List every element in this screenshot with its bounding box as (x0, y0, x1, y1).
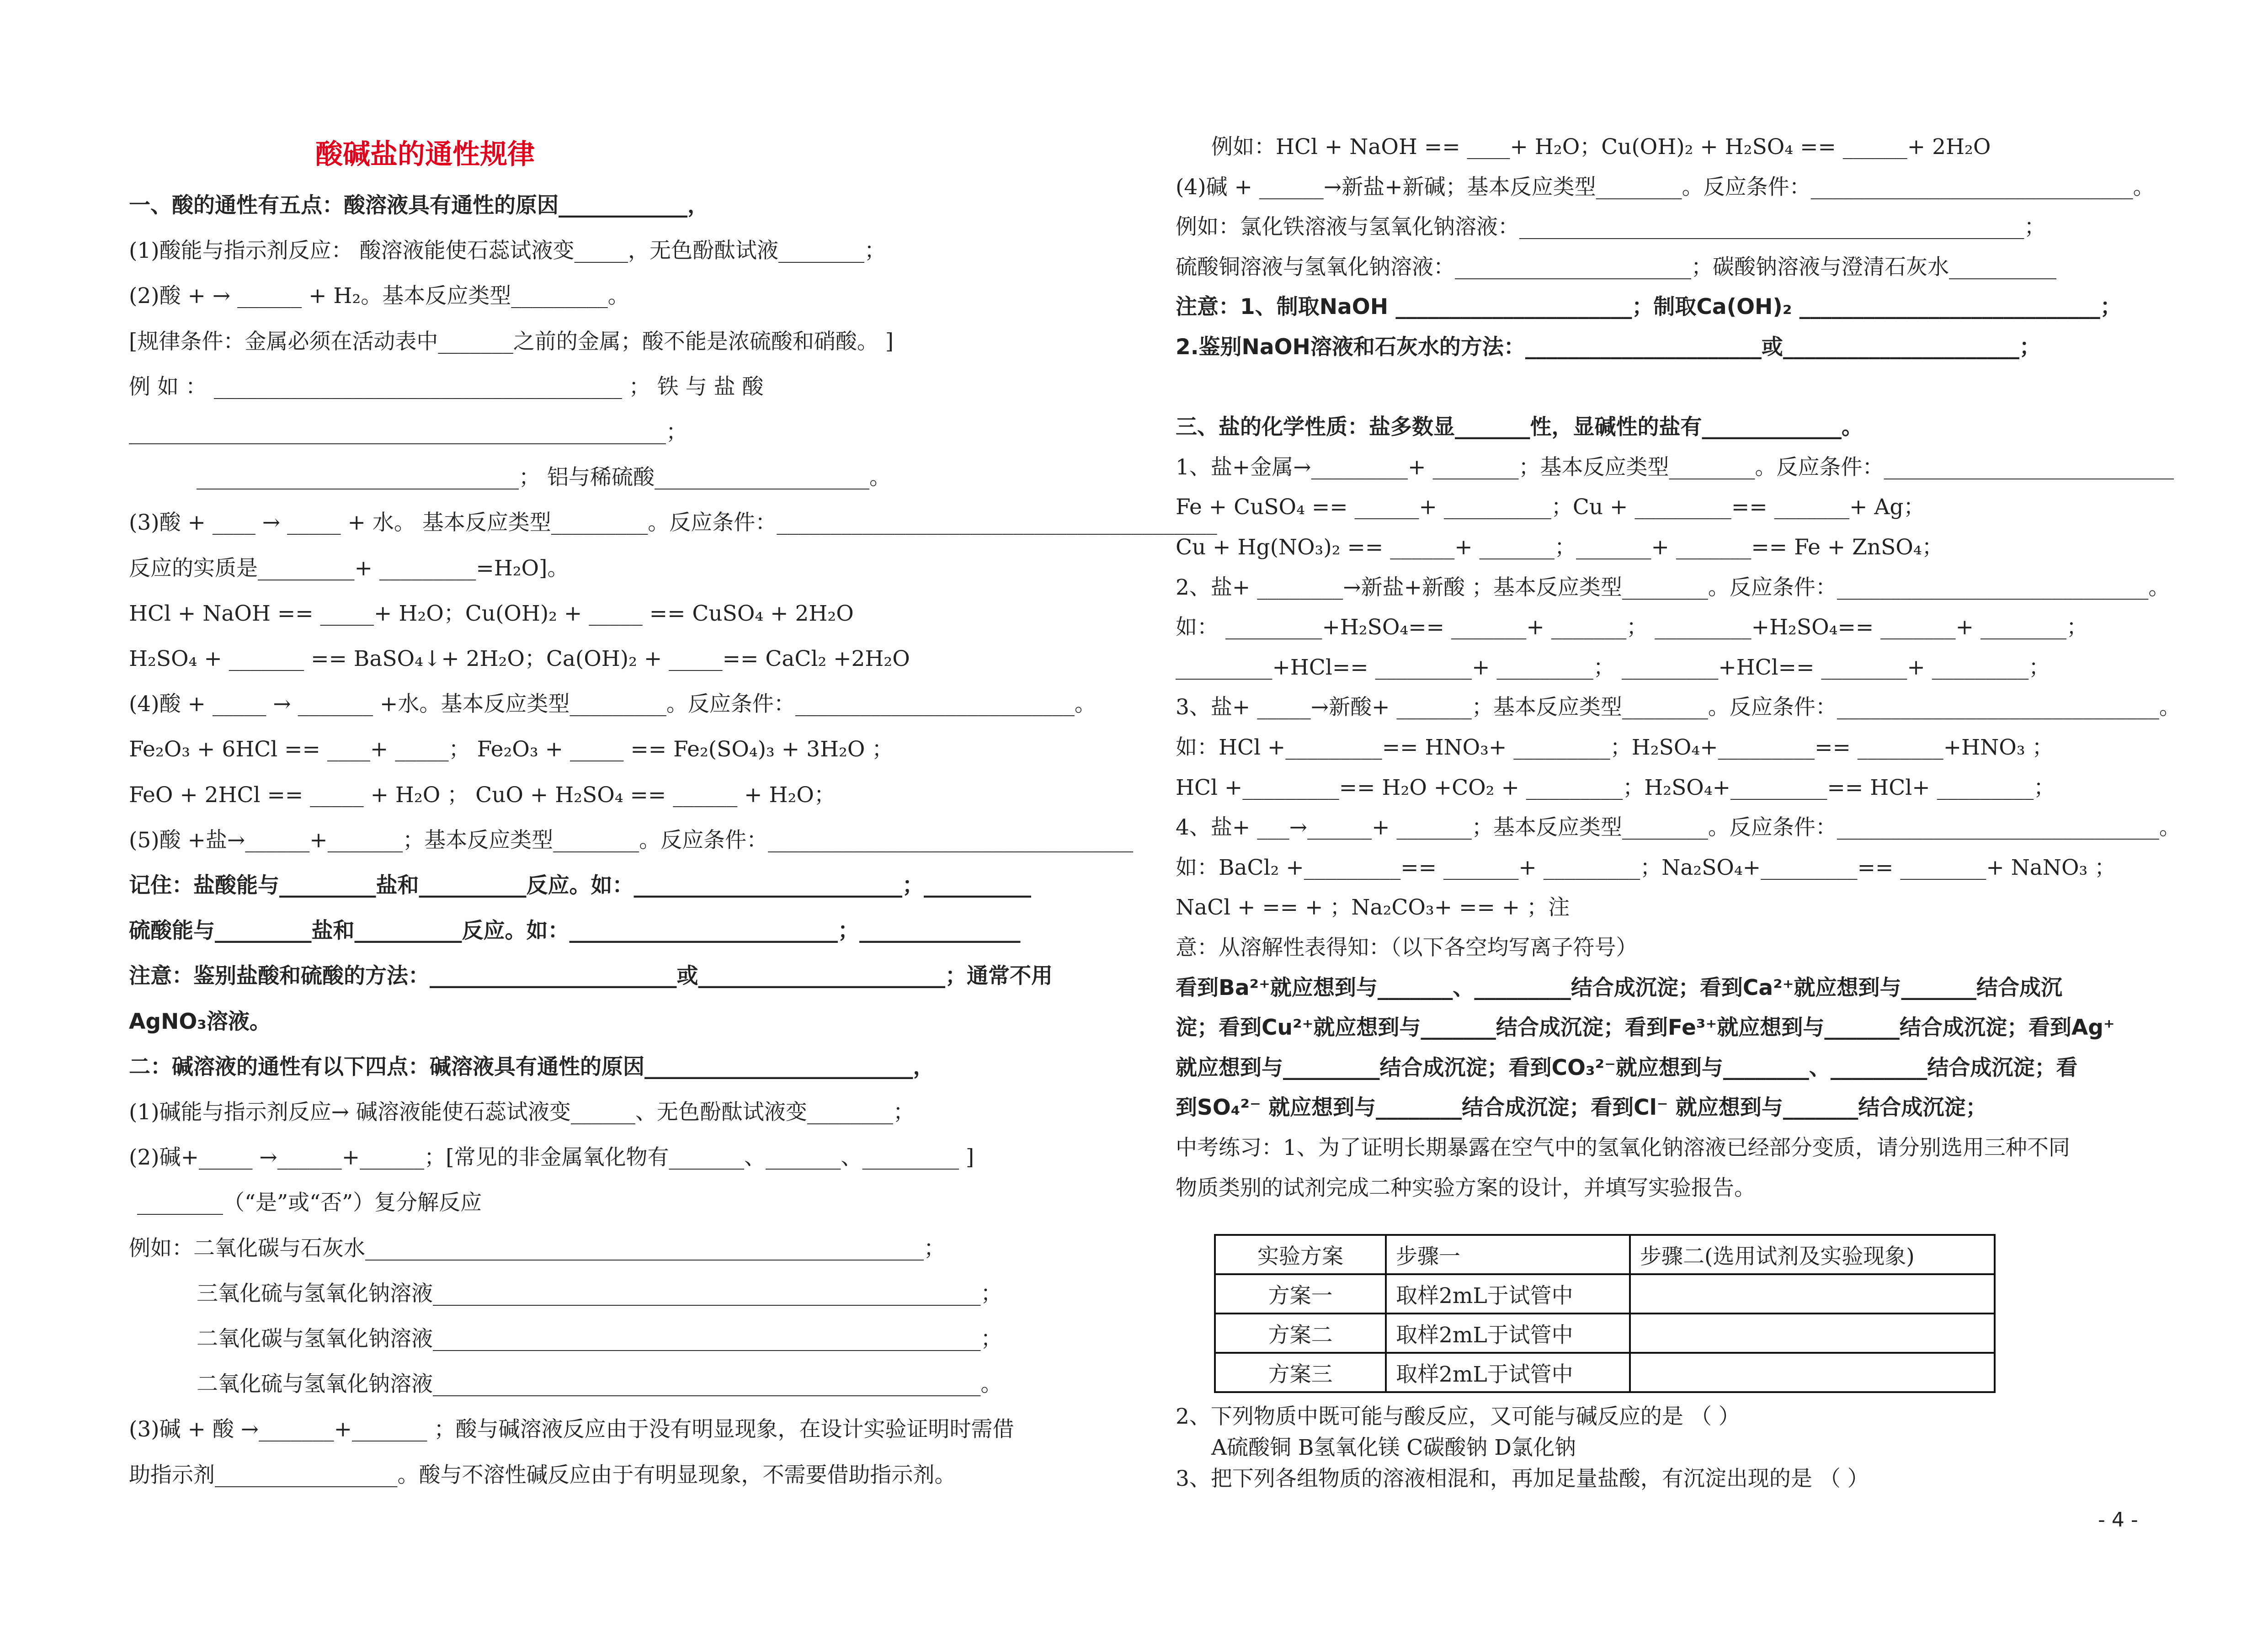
text-line: 看到Ba²⁺就应想到与_______、_________结合成沉淀；看到Ca²⁺就应想到与_______结合成沉 (1176, 975, 2063, 1000)
text-line: 硫酸能与_________盐和__________反应。如：_________________________；_______________ (129, 918, 1021, 944)
text-line: 到SO₄²⁻ 就应想到与________结合成沉淀；看到Cl⁻ 就应想到与_______结合成沉淀； (1176, 1095, 1987, 1121)
table-cell: 取样2mL于试管中 (1386, 1274, 1630, 1314)
page-number: - 4 - (2098, 1508, 2138, 1532)
text-line: 2、盐+ ________→新盐+新酸 ；基本反应类型________。反应条件：_____________________________。 (1176, 574, 2170, 600)
page-title: 酸碱盐的通性规律 (315, 138, 535, 170)
table-cell: 取样2mL于试管中 (1386, 1314, 1630, 1353)
table-cell (1630, 1353, 1995, 1392)
text-line: HCl +_________== H₂O +CO₂ + _________；H₂SO₄+_________== HCl+ _________； (1176, 775, 2055, 800)
text-line: Cu + Hg(NO₃)₂ == ______+ _______；_______+ _______== Fe + ZnSO₄； (1176, 535, 1943, 560)
text-line: (5)酸 +盐→______+_______；基本反应类型________。反应条件：__________________________________ (129, 827, 1134, 853)
text-line: 二：碱溶液的通性有以下四点：碱溶液具有通性的原因_________________________， (129, 1054, 935, 1080)
text-line: 反应的实质是_________+ _________=H₂O]。 (129, 555, 569, 581)
text-line: 中考练习：1、为了证明长期暴露在空气中的氢氧化钠溶液已经部分变质，请分别选用三种不同 (1176, 1135, 2070, 1160)
text-line: 硫酸铜溶液与氢氧化钠溶液：______________________；碳酸钠溶液与澄清石灰水__________ (1176, 254, 2056, 280)
text-line: 3、盐+ _____→新酸+ _______；基本反应类型________。反应条件：______________________________。 (1176, 695, 2181, 720)
text-line: (2)酸 + → ______ + H₂。基本反应类型_________。 (129, 283, 629, 309)
text-line: 例 如 ： ______________________________________ ； 铁 与 盐 酸 (129, 374, 764, 399)
text-line: 2、下列物质中既可能与酸反应，又可能与碱反应的是 （ ） (1176, 1404, 1740, 1429)
text-line: (3)碱 + 酸 →_______+_______ ；酸与碱溶液反应由于没有明显现象，在设计实验证明时需借 (129, 1417, 1014, 1442)
text-line: ______________________________； 铝与稀硫酸____________________。 (197, 465, 891, 490)
text-line: (4)酸 + _____ → _______ +水。基本反应类型_________。反应条件：__________________________。 (129, 691, 1096, 717)
table-header-cell: 步骤二(选用试剂及实验现象) (1630, 1235, 1995, 1274)
text-line: AgNO₃溶液。 (129, 1009, 271, 1034)
table-row (1215, 1314, 1995, 1353)
text-line: [规律条件：金属必须在活动表中_______之前的金属；酸不能是浓硫酸和硝酸。 ] (129, 329, 894, 354)
experiment-table (1214, 1234, 1996, 1393)
table-header-cell: 步骤一 (1386, 1235, 1630, 1274)
table-cell: 方案三 (1215, 1353, 1386, 1392)
text-line: (1)酸能与指示剂反应： 酸溶液能使石蕊试液变_____，无色酚酞试液________； (129, 238, 886, 264)
text-line: (1)碱能与指示剂反应→ 碱溶液能使石蕊试液变______、无色酚酞试液变________； (129, 1100, 915, 1125)
text-line: 如：BaCl₂ +_________== _______+ _________；Na₂SO₄+_________== ________+ NaNO₃ ； (1176, 855, 2116, 880)
table-row (1215, 1274, 1995, 1314)
text-line: 二氧化碳与氢氧化钠溶液___________________________________________________； (197, 1326, 1002, 1351)
text-line: (2)碱+_____ →______+______；[常见的非金属氧化物有_______、_______、_________ ] (129, 1145, 974, 1170)
table-cell (1630, 1314, 1995, 1353)
text-line: 物质类别的试剂完成二种实验方案的设计，并填写实验报告。 (1176, 1175, 1756, 1201)
text-line: 例如：二氧化碳与石灰水____________________________________________________； (129, 1235, 945, 1261)
text-line: 记住：盐酸能与_________盐和__________反应。如：_________________________；__________ (129, 873, 1031, 898)
text-line: 例如：氯化铁溶液与氢氧化钠溶液：_______________________________________________； (1176, 214, 2046, 240)
table-cell: 取样2mL于试管中 (1386, 1353, 1630, 1392)
text-line: 注意：鉴别盐酸和硫酸的方法：_______________________或_______________________；通常不用 (129, 963, 1053, 989)
text-line: HCl + NaOH == _____+ H₂O；Cu(OH)₂ + _____ == CuSO₄ + 2H₂O (129, 601, 854, 626)
text-line: 4、盐+ ___→______+ _______；基本反应类型________。反应条件：______________________________。 (1176, 815, 2181, 840)
table-cell: 方案一 (1215, 1274, 1386, 1314)
text-line: 如： _________+H₂SO₄== _______+ _______； _________+H₂SO₄== _______+ ________； (1176, 615, 2088, 640)
text-line: 三、盐的化学性质：盐多数显_______性，显碱性的盐有_____________。 (1176, 415, 1863, 440)
text-line: 二氧化硫与氢氧化钠溶液___________________________________________________。 (197, 1372, 1002, 1397)
text-line: NaCl + == + ；Na₂CO₃+ == + ；注 (1176, 895, 1570, 920)
text-line: Fe₂O₃ + 6HCl == ____+ _____； Fe₂O₃ + _____ == Fe₂(SO₄)₃ + 3H₂O ； (129, 737, 894, 762)
text-line: 意：从溶解性表得知：（以下各空均写离子符号） (1176, 935, 1638, 960)
text-line: 3、把下列各组物质的溶液相混和，再加足量盐酸，有沉淀出现的是 （ ） (1176, 1466, 1869, 1491)
text-line: (3)酸 + ____ → _____ + 水。 基本反应类型_________。反应条件：_________________________________________ (129, 510, 1217, 536)
text-line: _________+HCl== _________+ _________； _________+HCl== ________+ _________； (1176, 654, 2050, 680)
table-cell (1630, 1274, 1995, 1314)
text-line: 例如：HCl + NaOH == ____+ H₂O；Cu(OH)₂ + H₂SO₄ == ______+ 2H₂O (1211, 134, 1991, 160)
text-line: ________（“是”或“否”）复分解反应 (137, 1190, 482, 1216)
text-line: 三氧化硫与氢氧化钠溶液___________________________________________________； (197, 1281, 1002, 1306)
table-header-cell: 实验方案 (1215, 1235, 1386, 1274)
text-line: 如：HCl +_________== HNO₃+ _________；H₂SO₄+_________== ________+HNO₃ ； (1176, 735, 2054, 760)
text-line: 助指示剂_________________。酸与不溶性碱反应由于有明显现象，不需要借助指示剂。 (129, 1462, 956, 1488)
table-row (1215, 1353, 1995, 1392)
text-line: H₂SO₄ + _______ == BaSO₄↓+ 2H₂O；Ca(OH)₂ + _____== CaCl₂ +2H₂O (129, 646, 910, 671)
text-line: (4)碱 + ______→新盐+新碱；基本反应类型________。反应条件：______________________________。 (1176, 174, 2155, 200)
text-line: 就应想到与_________结合成沉淀；看到CO₃²⁻就应想到与________、_________结合成沉淀；看 (1176, 1055, 2078, 1080)
text-line: 2.鉴别NaOH溶液和石灰水的方法：______________________或______________________； (1176, 335, 2041, 360)
text-line: 1、盐+金属→_________+ ________；基本反应类型________。反应条件：___________________________ (1176, 454, 2174, 480)
table-cell: 方案二 (1215, 1314, 1386, 1353)
table-header-row (1215, 1235, 1995, 1274)
text-line: Fe + CuSO₄ == ______+ __________；Cu + _________== _______+ Ag； (1176, 495, 1925, 520)
text-line: 注意：1、制取NaOH ______________________；制取Ca(OH)₂ ____________________________； (1176, 294, 2122, 320)
text-line: A硫酸铜 B氢氧化镁 C碳酸钠 D氯化钠 (1211, 1435, 1576, 1460)
text-line: __________________________________________________； (129, 420, 687, 445)
text-line: 一、酸的通性有五点：酸溶液具有通性的原因____________， (129, 193, 709, 218)
text-line: 淀；看到Cu²⁺就应想到与_______结合成沉淀；看到Fe³⁺就应想到与_______结合成沉淀；看到Ag⁺ (1176, 1015, 2115, 1041)
text-line: FeO + 2HCl == _____ + H₂O ； CuO + H₂SO₄ == ______ + H₂O； (129, 782, 836, 808)
